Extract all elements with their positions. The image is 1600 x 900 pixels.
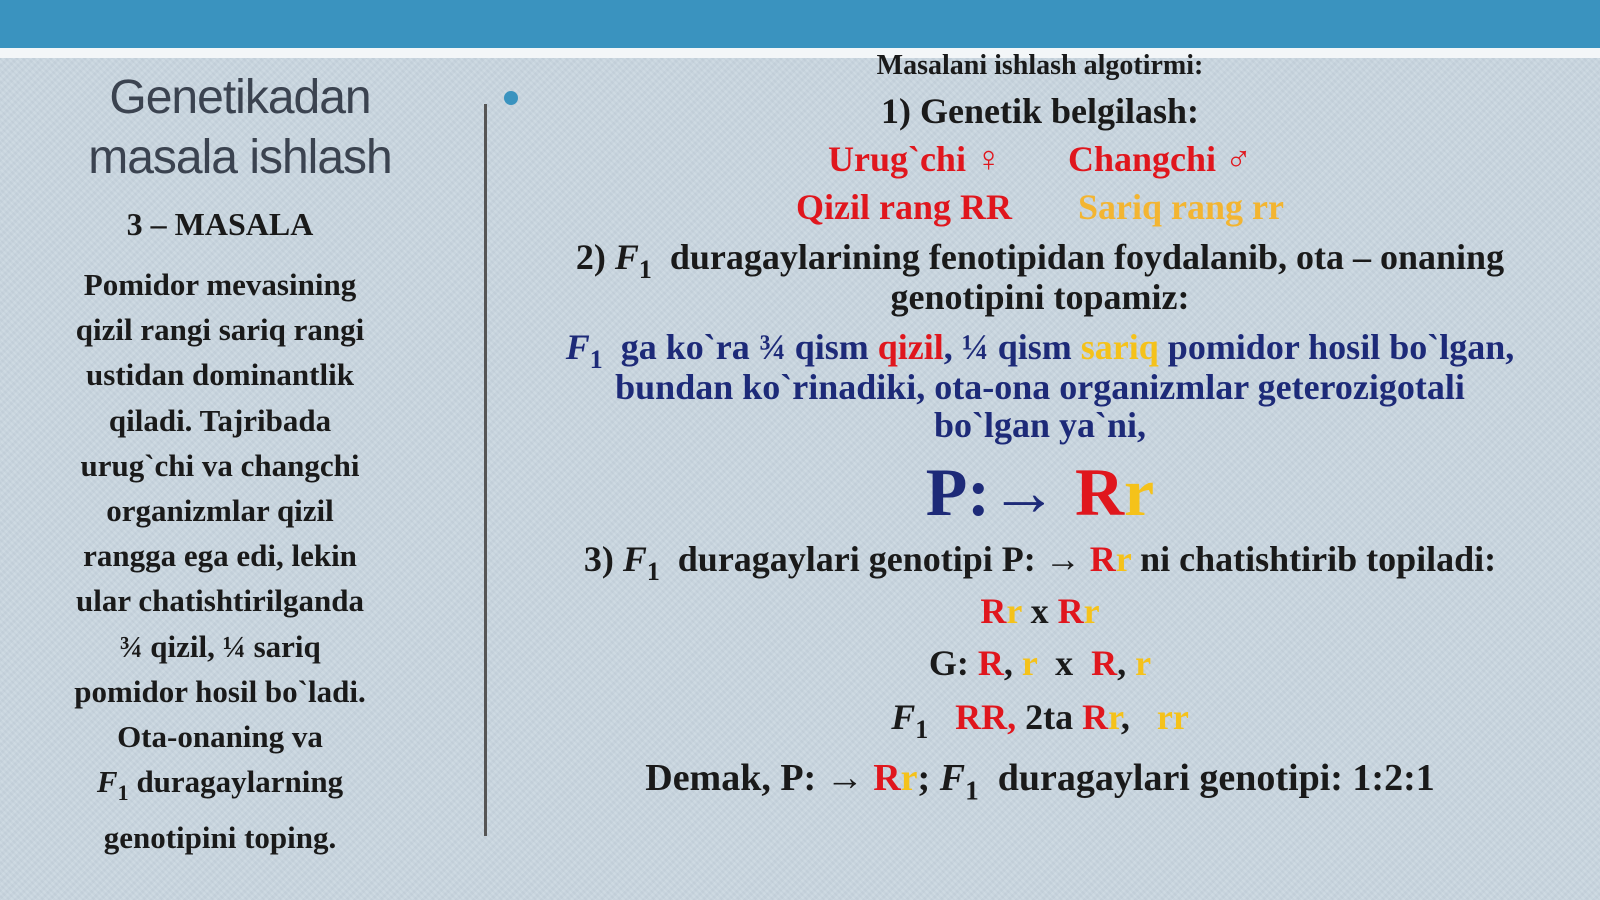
- conclusion-suffix: duragaylari genotipi: 1:2:1: [997, 757, 1435, 799]
- slide-title-line2: masala ishlash: [88, 131, 392, 184]
- yellow-trait-label: Sariq rang rr: [1078, 187, 1284, 227]
- problem-line: ustidan dominantlik: [86, 357, 354, 393]
- step1-title: 1) Genetik belgilash:: [880, 91, 1199, 131]
- problem-line: ¾ qizil, ¼ sariq: [119, 628, 321, 664]
- problem-line: genotipini toping.: [103, 820, 337, 856]
- red-trait-label: Qizil rang RR: [796, 187, 1012, 227]
- parent-genotype: [490, 452, 1590, 532]
- allele-R: R: [1074, 454, 1125, 530]
- problem-line: qiladi. Tajribada: [108, 402, 332, 438]
- problem-heading: 3 – MASALA: [126, 206, 314, 242]
- f1-symbol: $F_1$: [622, 539, 660, 587]
- problem-line-f1: [20, 759, 420, 815]
- f1-symbol: $F_1$: [614, 237, 652, 285]
- sex-labels-row: [490, 138, 1590, 180]
- problem-line: Pomidor mevasining: [83, 267, 357, 302]
- top-accent-bar: [0, 0, 1600, 48]
- f1-ratio-part2: , ¼ qism: [943, 327, 1072, 367]
- step3-suffix: ni chatishtirib topiladi:: [1140, 539, 1497, 579]
- conclusion-prefix: Demak, P: →: [645, 757, 864, 799]
- step3-line: 3) $F_1$ duragaylari genotipi P: → Rr ni chatishtirib topiladi:: [583, 539, 1497, 587]
- f1-ratio-red: qizil: [877, 327, 944, 367]
- problem-line: Ota-onaning va: [117, 719, 323, 755]
- f1-2ta: 2ta: [1025, 697, 1074, 737]
- step2-prefix: 2): [575, 237, 606, 277]
- f1-ratio-yellow: sariq: [1080, 327, 1159, 367]
- f1-rr: rr: [1156, 697, 1189, 737]
- f1-symbol: $F_1$: [891, 697, 929, 745]
- problem-line-rest: duragaylarning: [136, 764, 344, 800]
- slide-title: [30, 68, 450, 188]
- f1-symbol: $F_1$: [565, 327, 603, 375]
- f1-RR: RR,: [955, 697, 1017, 737]
- step3-prefix: 3): [583, 539, 614, 579]
- problem-line: organizmlar qizil: [106, 493, 334, 529]
- gametes-line: G: R, r x R, r: [928, 643, 1152, 683]
- problem-statement: [20, 262, 420, 860]
- female-label: Urug`chi ♀: [827, 139, 1002, 179]
- problem-line: qizil rangi sariq rangi: [75, 312, 365, 348]
- problem-line: urug`chi va changchi: [80, 447, 360, 483]
- f1-ratio-part1: ga ko`ra ¾ qism: [620, 327, 869, 367]
- vertical-divider: [484, 104, 487, 836]
- cross-x: x: [1030, 591, 1049, 631]
- allele-r: r: [1124, 454, 1155, 530]
- problem-line: ular chatishtirilganda: [76, 583, 364, 619]
- conclusion-line: Demak, P: → Rr; $F_1$ duragaylari genotipi: 1:2:1: [645, 757, 1435, 806]
- step3-text: duragaylari genotipi P: →: [677, 539, 1081, 579]
- step2-text: duragaylarining fenotipidan foydalanib, ota – onaning: [669, 237, 1505, 277]
- f1-symbol: $F_1$: [96, 764, 129, 806]
- gametes-label: G:: [928, 643, 969, 683]
- parent-label: P:→: [925, 454, 1058, 530]
- male-label: Changchi ♂: [1067, 139, 1253, 179]
- f1-ratio-line2: bundan ko`rinadiki, ota-ona organizmlar geterozigotali: [615, 367, 1465, 407]
- f1-ratio-line3: bo`lgan ya`ni,: [933, 405, 1147, 445]
- step2-line2: genotipini topamiz:: [890, 277, 1190, 317]
- slide-title-line1: Genetikadan: [109, 71, 371, 124]
- cross-line: Rr x Rr: [980, 591, 1100, 631]
- f1-ratio-part3: pomidor hosil bo`lgan,: [1167, 327, 1515, 367]
- algorithm-title: Masalani ishlash algotirmi:: [876, 50, 1204, 81]
- f1-symbol: $F_1$: [939, 757, 979, 806]
- problem-line: rangga ega edi, lekin: [83, 538, 357, 574]
- problem-line: pomidor hosil bo`ladi.: [74, 673, 366, 709]
- trait-labels-row: [490, 186, 1590, 228]
- f1-genotypes-line: $F_1$ RR, 2ta Rr, rr: [891, 697, 1189, 745]
